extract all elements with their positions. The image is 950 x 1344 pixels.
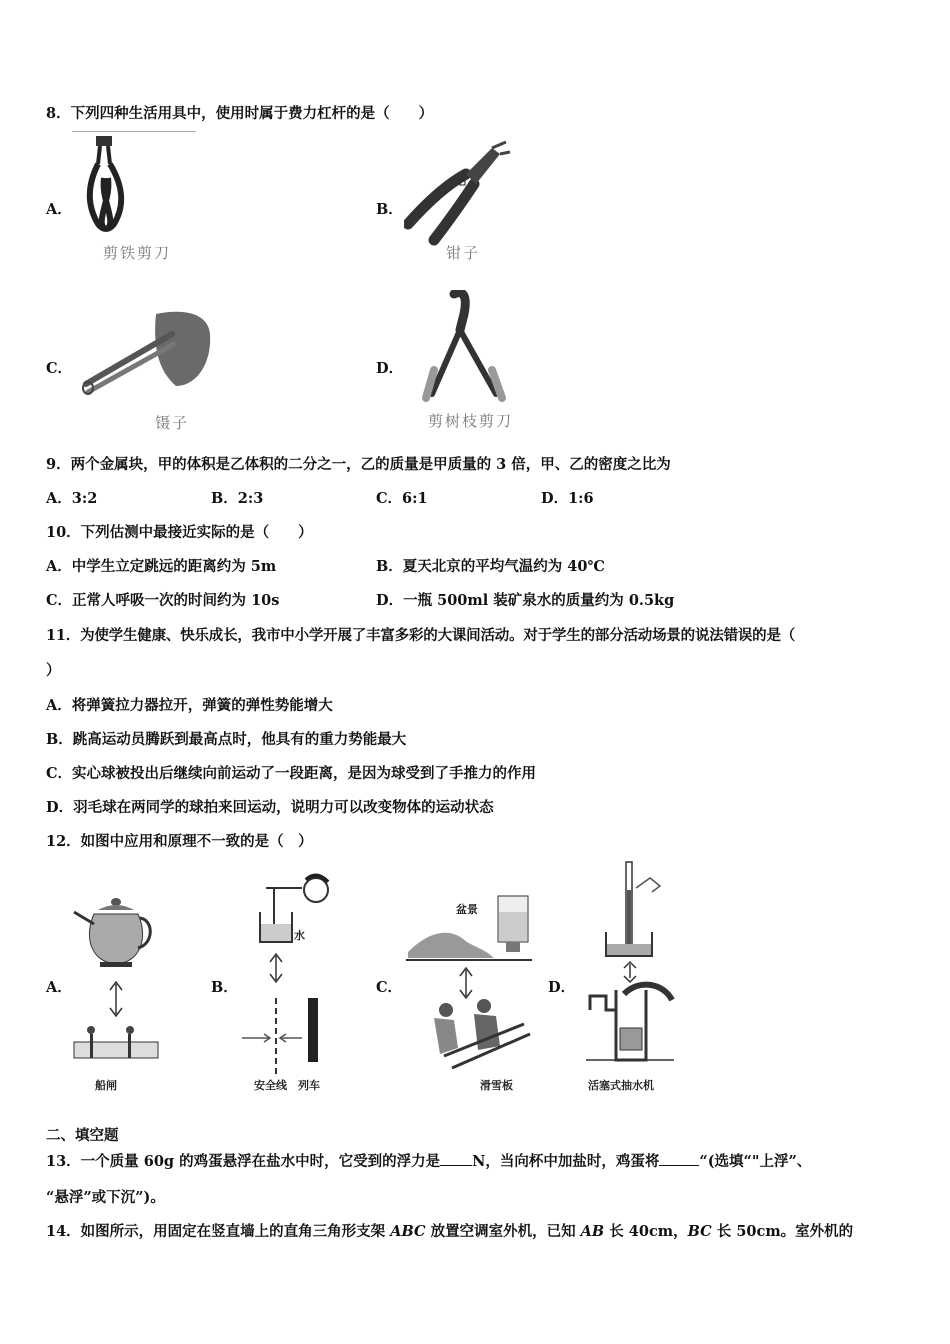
q8-option-b-label: B． [376,201,403,218]
q8-option-a-label: A． [46,201,72,218]
q12-option-c-label: C． [376,979,403,996]
q8-option-d-caption: 剪树枝剪刀 [428,412,514,430]
section-2-title: 二、填空题 [46,1127,119,1144]
q13-line1 [46,1150,811,1171]
q12-option-b-caption: 安全线 列车 [254,1079,320,1092]
q9-option-c: C．6:1 [376,490,428,507]
q11-option-d: D．羽毛球在两同学的球拍来回运动，说明力可以改变物体的运动状态 [46,799,494,816]
q10-option-a: A．中学生立定跳远的距离约为 5m [46,558,277,575]
q8-option-c-label: C． [46,360,73,377]
q13-blank-1 [440,1153,472,1166]
q8-stem: 8．下列四种生活用具中，使用时属于费力杠杆的是（ ） [46,105,434,122]
q14-abc: ABC [390,1223,426,1240]
q11-option-c: C．实心球被投出后继续向前运动了一段距离，是因为球受到了手推力的作用 [46,765,537,782]
q13-text-part3: “(选填“"上浮”、 [699,1153,812,1170]
q14-text-part1: 14．如图所示，用固定在竖直墙上的直角三角形支架 [46,1223,391,1240]
q12-option-b-label: B． [211,979,238,996]
q10-stem: 10．下列估测中最接近实际的是（ ） [46,524,313,541]
q9-stem: 9．两个金属块，甲的体积是乙体积的二分之一，乙的质量是甲质量的 3 倍，甲、乙的密度之比为 [46,456,671,473]
top-rule [72,131,196,132]
q14-text-part4: 长 50cm。室外机的 [711,1223,854,1240]
q9-option-d: D．1:6 [541,490,594,507]
q12-stem: 12．如图中应用和原理不一致的是（ ） [46,833,313,850]
teapot-ship-lock-image [70,896,160,1076]
barometer-pump-image [580,860,680,1076]
q13-blank-2 [659,1153,699,1166]
q12-option-c-top-label: 盆景 [456,903,478,916]
q12-option-a-label: A． [46,979,72,996]
q11-stem: 11．为使学生健康、快乐成长，我市中小学开展了丰富多彩的大课间活动。对于学生的部分活动场景的说法错误的是（ [46,627,796,644]
q13-text-part2: N，当向杯中加盐时，鸡蛋将 [472,1153,660,1170]
q14-text-part3: 长 40cm， [604,1223,688,1240]
q14-ab: AB [580,1223,605,1240]
q8-option-c-caption: 镊子 [155,414,190,432]
q9-option-b: B．2:3 [211,490,264,507]
q12-option-a-caption: 船闸 [95,1079,117,1092]
blowing-tube-train-image [236,868,336,1078]
q13-text-part1: 13．一个质量 60g 的鸡蛋悬浮在盐水中时，它受到的浮力是 [46,1153,441,1170]
q13-line2: “悬浮”或下沉”)。 [46,1189,165,1206]
q10-option-d: D．一瓶 500ml 装矿泉水的质量约为 0.5kg [376,592,675,609]
q8-option-d-label: D． [376,360,404,377]
q12-option-d-label: D． [548,979,576,996]
pliers-image [404,136,514,246]
iron-shears-image [78,134,188,244]
q10-option-b: B．夏天北京的平均气温约为 40℃ [376,558,605,575]
q12-option-d-caption: 活塞式抽水机 [588,1079,654,1092]
q11-option-a: A．将弹簧拉力器拉开，弹簧的弹性势能增大 [46,697,333,714]
q10-option-c: C．正常人呼吸一次的时间约为 10s [46,592,280,609]
q11-option-b: B．跳高运动员腾跃到最高点时，他具有的重力势能最大 [46,731,407,748]
tweezers-image [76,304,216,404]
q11-stem-end: ） [46,662,61,679]
q8-option-b-caption: 钳子 [446,244,481,262]
q14-bc: BC [687,1223,712,1240]
q9-option-a: A．3:2 [46,490,98,507]
q12-option-c-caption: 滑雪板 [480,1079,513,1092]
q12-option-b-top-label: 水 [294,929,305,942]
q14-text-part2: 放置空调室外机，已知 [425,1223,581,1240]
q14-line1 [46,1220,853,1241]
branch-shears-image [412,290,522,402]
q8-option-a-caption: 剪铁剪刀 [103,244,172,262]
